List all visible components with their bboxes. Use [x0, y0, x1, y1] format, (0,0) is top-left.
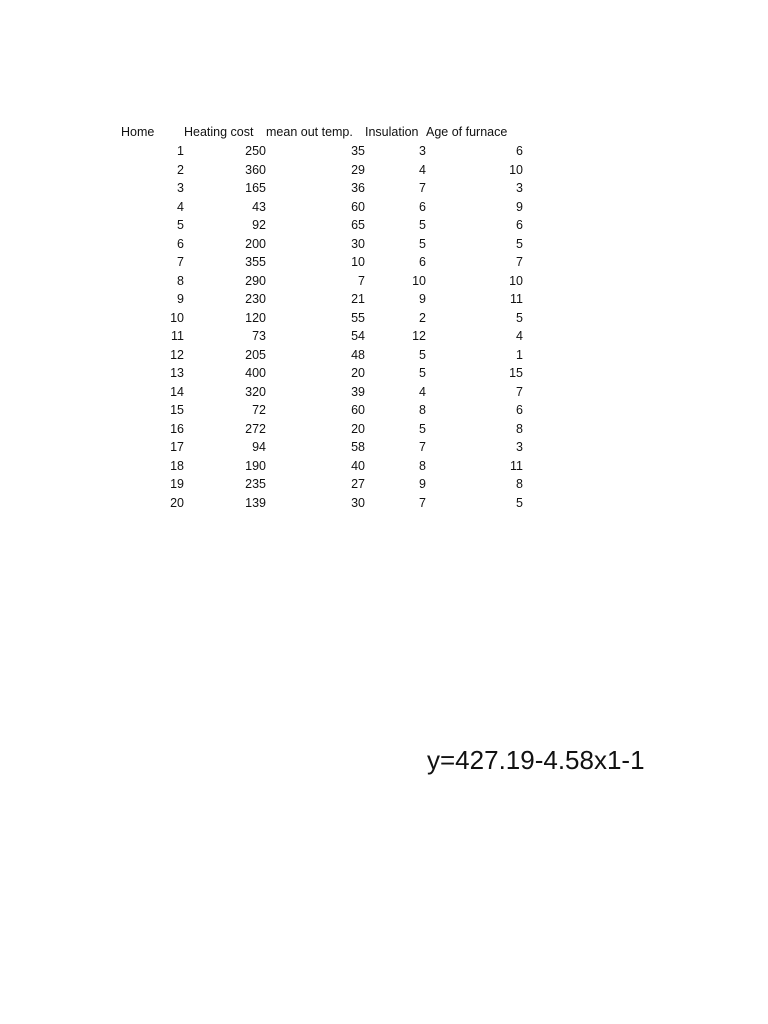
- cell-heating-cost[interactable]: 165: [245, 181, 266, 195]
- cell-age-of-furnace[interactable]: 7: [516, 255, 523, 269]
- cell-age-of-furnace[interactable]: 5: [516, 310, 523, 325]
- cell-home[interactable]: 9: [177, 292, 184, 306]
- cell-insulation[interactable]: 5: [419, 236, 426, 251]
- cell-age-of-furnace[interactable]: 7: [516, 384, 523, 399]
- cell-insulation[interactable]: 5: [419, 218, 426, 232]
- header-heating-cost[interactable]: Heating cost: [184, 125, 254, 140]
- cell-mean-out-temp[interactable]: 35: [351, 144, 365, 158]
- cell-age-of-furnace[interactable]: 3: [516, 440, 523, 454]
- cell-heating-cost[interactable]: 43: [252, 199, 266, 214]
- table-row: [121, 290, 523, 309]
- table-row: [121, 327, 523, 346]
- cell-home[interactable]: 2: [177, 162, 184, 177]
- cell-home[interactable]: 17: [170, 440, 184, 454]
- table-row: [121, 401, 523, 420]
- cell-heating-cost[interactable]: 120: [245, 310, 266, 325]
- cell-home[interactable]: 1: [177, 144, 184, 158]
- cell-home[interactable]: 6: [177, 236, 184, 251]
- cell-mean-out-temp[interactable]: 27: [351, 477, 365, 491]
- header-mean-out-temp[interactable]: mean out temp.: [266, 125, 353, 140]
- cell-mean-out-temp[interactable]: 60: [351, 199, 365, 214]
- cell-heating-cost[interactable]: 73: [252, 329, 266, 343]
- cell-age-of-furnace[interactable]: 8: [516, 421, 523, 436]
- cell-home[interactable]: 3: [177, 181, 184, 195]
- cell-mean-out-temp[interactable]: 20: [351, 366, 365, 380]
- cell-home[interactable]: 12: [170, 347, 184, 362]
- cell-home[interactable]: 13: [170, 366, 184, 380]
- cell-age-of-furnace[interactable]: 11: [510, 458, 523, 473]
- cell-mean-out-temp[interactable]: 20: [351, 421, 365, 436]
- cell-age-of-furnace[interactable]: 1: [516, 347, 523, 362]
- table-row: [121, 235, 523, 254]
- header-insulation[interactable]: Insulation: [365, 125, 419, 140]
- cell-age-of-furnace[interactable]: 8: [516, 477, 523, 491]
- cell-mean-out-temp[interactable]: 39: [351, 384, 365, 399]
- cell-insulation[interactable]: 8: [419, 403, 426, 417]
- table-row: [121, 420, 523, 439]
- cell-age-of-furnace[interactable]: 5: [516, 236, 523, 251]
- cell-age-of-furnace[interactable]: 6: [516, 144, 523, 158]
- cell-home[interactable]: 4: [177, 199, 184, 214]
- cell-mean-out-temp[interactable]: 54: [351, 329, 365, 343]
- cell-home[interactable]: 5: [177, 218, 184, 232]
- cell-home[interactable]: 18: [170, 458, 184, 473]
- table-header-row: [121, 123, 523, 142]
- cell-mean-out-temp[interactable]: 40: [351, 458, 365, 473]
- cell-insulation[interactable]: 2: [419, 310, 426, 325]
- cell-insulation[interactable]: 4: [419, 384, 426, 399]
- table-row: [121, 272, 523, 291]
- cell-age-of-furnace[interactable]: 10: [509, 273, 523, 288]
- cell-insulation[interactable]: 7: [419, 181, 426, 195]
- header-age-of-furnace[interactable]: Age of furnace: [426, 125, 508, 140]
- cell-age-of-furnace[interactable]: 3: [516, 181, 523, 195]
- cell-insulation[interactable]: 9: [419, 292, 426, 306]
- cell-mean-out-temp[interactable]: 30: [351, 236, 365, 251]
- table-row: [121, 457, 523, 476]
- cell-insulation[interactable]: 5: [419, 347, 426, 362]
- cell-age-of-furnace[interactable]: 6: [516, 403, 523, 417]
- cell-insulation[interactable]: 3: [419, 144, 426, 158]
- cell-home[interactable]: 10: [170, 310, 184, 325]
- cell-insulation[interactable]: 7: [419, 495, 426, 510]
- cell-insulation[interactable]: 7: [419, 440, 426, 454]
- cell-age-of-furnace[interactable]: 15: [509, 366, 523, 380]
- cell-insulation[interactable]: 10: [412, 273, 426, 288]
- table-row: [121, 438, 523, 457]
- table-body: [121, 142, 523, 512]
- cell-heating-cost[interactable]: 94: [252, 440, 266, 454]
- cell-heating-cost[interactable]: 250: [245, 144, 266, 158]
- cell-heating-cost[interactable]: 272: [245, 421, 266, 436]
- table-row: [121, 494, 523, 513]
- table-row: [121, 179, 523, 198]
- cell-home[interactable]: 11: [171, 329, 184, 343]
- table-row: [121, 142, 523, 161]
- cell-home[interactable]: 20: [170, 495, 184, 510]
- table-row: [121, 475, 523, 494]
- cell-insulation[interactable]: 4: [419, 162, 426, 177]
- cell-mean-out-temp[interactable]: 30: [351, 495, 365, 510]
- cell-mean-out-temp[interactable]: 10: [351, 255, 365, 269]
- formula-cell[interactable]: [427, 742, 645, 778]
- cell-home[interactable]: 14: [170, 384, 184, 399]
- cell-heating-cost[interactable]: 235: [245, 477, 266, 491]
- table-row: [121, 383, 523, 402]
- cell-heating-cost[interactable]: 139: [245, 495, 266, 510]
- table-row: [121, 309, 523, 328]
- cell-heating-cost[interactable]: 355: [245, 255, 266, 269]
- cell-mean-out-temp[interactable]: 60: [351, 403, 365, 417]
- cell-heating-cost[interactable]: 320: [245, 384, 266, 399]
- cell-mean-out-temp[interactable]: 29: [351, 162, 365, 177]
- cell-age-of-furnace[interactable]: 11: [510, 292, 523, 306]
- cell-insulation[interactable]: 12: [412, 329, 426, 343]
- cell-heating-cost[interactable]: 92: [252, 218, 266, 232]
- table-row: [121, 364, 523, 383]
- cell-mean-out-temp[interactable]: 65: [351, 218, 365, 232]
- cell-insulation[interactable]: 8: [419, 458, 426, 473]
- table-row: [121, 198, 523, 217]
- cell-insulation[interactable]: 6: [419, 199, 426, 214]
- cell-age-of-furnace[interactable]: 10: [509, 162, 523, 177]
- cell-home[interactable]: 16: [170, 421, 184, 436]
- cell-heating-cost[interactable]: 205: [245, 347, 266, 362]
- cell-mean-out-temp[interactable]: 21: [351, 292, 365, 306]
- cell-heating-cost[interactable]: 360: [245, 162, 266, 177]
- cell-mean-out-temp[interactable]: 48: [351, 347, 365, 362]
- cell-heating-cost[interactable]: 290: [245, 273, 266, 288]
- cell-insulation[interactable]: 6: [419, 255, 426, 269]
- heating-cost-table: [121, 123, 523, 512]
- table-row: [121, 216, 523, 235]
- table-row: [121, 346, 523, 365]
- cell-mean-out-temp[interactable]: 36: [351, 181, 365, 195]
- cell-home[interactable]: 7: [177, 255, 184, 269]
- cell-insulation[interactable]: 5: [419, 366, 426, 380]
- cell-age-of-furnace[interactable]: 5: [516, 495, 523, 510]
- cell-mean-out-temp[interactable]: 7: [358, 273, 365, 288]
- cell-age-of-furnace[interactable]: 9: [516, 199, 523, 214]
- cell-insulation[interactable]: 5: [419, 421, 426, 436]
- cell-heating-cost[interactable]: 400: [245, 366, 266, 380]
- cell-home[interactable]: 8: [177, 273, 184, 288]
- cell-heating-cost[interactable]: 230: [245, 292, 266, 306]
- cell-mean-out-temp[interactable]: 55: [351, 310, 365, 325]
- cell-mean-out-temp[interactable]: 58: [351, 440, 365, 454]
- header-home[interactable]: Home: [121, 125, 155, 140]
- regression-formula: y=427.19-4.58x1-1: [427, 745, 645, 775]
- table-row: [121, 161, 523, 180]
- cell-age-of-furnace[interactable]: 4: [516, 329, 523, 343]
- cell-home[interactable]: 19: [170, 477, 184, 491]
- table-row: [121, 253, 523, 272]
- cell-heating-cost[interactable]: 200: [245, 236, 266, 251]
- cell-home[interactable]: 15: [170, 403, 184, 417]
- cell-heating-cost[interactable]: 72: [252, 403, 266, 417]
- cell-insulation[interactable]: 9: [419, 477, 426, 491]
- cell-age-of-furnace[interactable]: 6: [516, 218, 523, 232]
- cell-heating-cost[interactable]: 190: [245, 458, 266, 473]
